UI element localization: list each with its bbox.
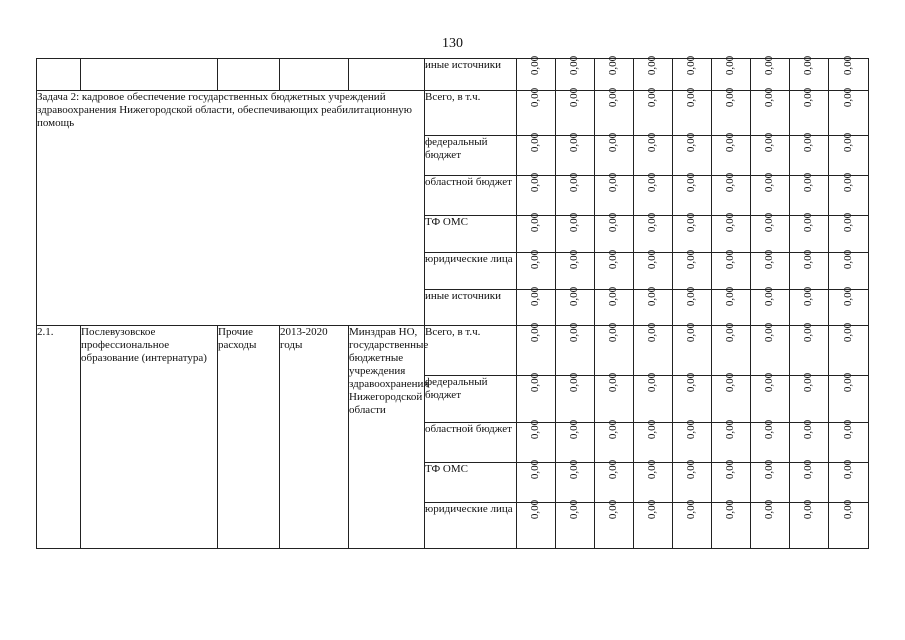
value-cell	[634, 322, 673, 376]
value-cell	[712, 459, 751, 503]
funding-source: иные источники	[425, 290, 517, 326]
value-text: 0,00	[842, 55, 854, 76]
value-text: 0,00	[724, 459, 737, 480]
value-cell	[829, 459, 869, 503]
value-text: 0,00	[607, 87, 620, 108]
value-text: 0,00	[607, 55, 620, 76]
value-text: 0,00	[685, 286, 698, 307]
value-text: 0,00	[724, 419, 737, 440]
value-text: 0,00	[842, 132, 854, 153]
value-text: 0,00	[763, 55, 776, 76]
value-text: 0,00	[646, 172, 659, 193]
value-cell	[595, 286, 634, 326]
value-text: 0,00	[568, 419, 581, 440]
value-cell	[712, 172, 751, 216]
value-cell	[790, 499, 829, 549]
value-text: 0,00	[724, 212, 737, 233]
value-text: 0,00	[568, 459, 581, 480]
task-2-description: Задача 2: кадровое обеспечение государственных бюджетных учреждений здравоохранения Нижегородской области, обеспечивающих реабилитационную помощь	[37, 91, 425, 326]
value-text: 0,00	[802, 286, 815, 307]
value-cell	[751, 322, 790, 376]
funding-source: Всего, в т.ч.	[425, 326, 517, 376]
value-text: 0,00	[607, 419, 620, 440]
value-text: 0,00	[763, 132, 776, 153]
value-text: 0,00	[763, 322, 776, 343]
value-cell	[829, 55, 869, 91]
funding-source: областной бюджет	[425, 176, 517, 216]
value-text: 0,00	[685, 87, 698, 108]
value-cell	[517, 372, 556, 423]
value-cell	[673, 322, 712, 376]
value-text: 0,00	[685, 459, 698, 480]
value-text: 0,00	[724, 249, 737, 270]
value-text: 0,00	[802, 132, 815, 153]
funding-source: иные источники	[425, 59, 517, 91]
value-cell	[790, 459, 829, 503]
expense-type: Прочие расходы	[218, 326, 280, 549]
value-text: 0,00	[529, 212, 542, 233]
value-text: 0,00	[646, 55, 659, 76]
value-text: 0,00	[724, 372, 737, 393]
value-text: 0,00	[685, 55, 698, 76]
value-text: 0,00	[802, 87, 815, 108]
value-cell	[751, 419, 790, 463]
value-text: 0,00	[842, 249, 854, 270]
value-cell	[751, 132, 790, 176]
value-text: 0,00	[724, 172, 737, 193]
value-cell	[556, 459, 595, 503]
value-text: 0,00	[568, 286, 581, 307]
table-row	[37, 326, 869, 376]
value-cell	[712, 499, 751, 549]
value-cell	[517, 87, 556, 136]
value-cell	[595, 459, 634, 503]
value-text: 0,00	[646, 212, 659, 233]
value-text: 0,00	[763, 87, 776, 108]
value-text: 0,00	[529, 55, 542, 76]
value-cell	[751, 249, 790, 290]
value-text: 0,00	[763, 286, 776, 307]
value-text: 0,00	[763, 372, 776, 393]
value-text: 0,00	[724, 499, 737, 520]
value-cell	[595, 322, 634, 376]
funding-source: юридические лица	[425, 253, 517, 290]
value-text: 0,00	[802, 249, 815, 270]
value-cell	[634, 249, 673, 290]
value-cell	[790, 249, 829, 290]
funding-source: Всего, в т.ч.	[425, 91, 517, 136]
value-text: 0,00	[607, 212, 620, 233]
value-text: 0,00	[607, 172, 620, 193]
value-text: 0,00	[685, 212, 698, 233]
funding-source: федеральный бюджет	[425, 136, 517, 176]
value-text: 0,00	[724, 322, 737, 343]
value-cell	[595, 372, 634, 423]
value-cell	[634, 286, 673, 326]
value-cell	[829, 499, 869, 549]
value-cell	[751, 55, 790, 91]
value-cell	[712, 419, 751, 463]
value-text: 0,00	[646, 419, 659, 440]
value-text: 0,00	[646, 499, 659, 520]
value-cell	[517, 249, 556, 290]
value-text: 0,00	[607, 132, 620, 153]
value-cell	[829, 419, 869, 463]
value-text: 0,00	[607, 322, 620, 343]
value-text: 0,00	[568, 322, 581, 343]
value-text: 0,00	[842, 286, 854, 307]
value-text: 0,00	[529, 132, 542, 153]
empty-cell	[280, 59, 349, 91]
value-text: 0,00	[802, 172, 815, 193]
value-cell	[634, 172, 673, 216]
value-cell	[790, 172, 829, 216]
value-text: 0,00	[763, 212, 776, 233]
value-cell	[517, 55, 556, 91]
value-cell	[712, 249, 751, 290]
value-cell	[829, 372, 869, 423]
value-cell	[517, 132, 556, 176]
value-text: 0,00	[842, 87, 854, 108]
value-text: 0,00	[646, 286, 659, 307]
funding-source: ТФ ОМС	[425, 216, 517, 253]
value-cell	[712, 132, 751, 176]
empty-cell	[37, 59, 81, 91]
value-cell	[673, 499, 712, 549]
value-cell	[829, 132, 869, 176]
value-cell	[634, 132, 673, 176]
value-text: 0,00	[802, 372, 815, 393]
value-cell	[712, 286, 751, 326]
value-cell	[712, 87, 751, 136]
value-cell	[634, 212, 673, 253]
value-cell	[595, 249, 634, 290]
value-cell	[595, 419, 634, 463]
value-text: 0,00	[529, 372, 542, 393]
value-text: 0,00	[646, 249, 659, 270]
value-text: 0,00	[802, 459, 815, 480]
item-number: 2.1.	[37, 326, 81, 549]
value-cell	[556, 419, 595, 463]
item-executor: Минздрав НО, государственные бюджетные учреждения здравоохранения Нижегородской области	[349, 326, 425, 549]
funding-source: областной бюджет	[425, 423, 517, 463]
value-text: 0,00	[802, 55, 815, 76]
value-text: 0,00	[646, 87, 659, 108]
funding-source: ТФ ОМС	[425, 463, 517, 503]
value-text: 0,00	[529, 172, 542, 193]
value-text: 0,00	[842, 372, 854, 393]
value-text: 0,00	[529, 419, 542, 440]
value-text: 0,00	[842, 459, 854, 480]
value-cell	[556, 249, 595, 290]
value-text: 0,00	[724, 286, 737, 307]
value-text: 0,00	[529, 87, 542, 108]
item-name: Послевузовское профессиональное образование (интернатура)	[81, 326, 218, 549]
value-text: 0,00	[646, 322, 659, 343]
value-cell	[634, 372, 673, 423]
value-text: 0,00	[802, 419, 815, 440]
value-cell	[595, 499, 634, 549]
value-cell	[595, 132, 634, 176]
value-text: 0,00	[529, 499, 542, 520]
value-cell	[556, 132, 595, 176]
value-text: 0,00	[842, 322, 854, 343]
value-text: 0,00	[685, 249, 698, 270]
value-text: 0,00	[685, 322, 698, 343]
value-text: 0,00	[646, 372, 659, 393]
value-cell	[829, 249, 869, 290]
value-text: 0,00	[685, 132, 698, 153]
value-text: 0,00	[568, 212, 581, 233]
funding-source: федеральный бюджет	[425, 376, 517, 423]
value-text: 0,00	[568, 499, 581, 520]
value-cell	[712, 55, 751, 91]
funding-source: юридические лица	[425, 503, 517, 549]
value-cell	[517, 172, 556, 216]
value-cell	[673, 419, 712, 463]
value-text: 0,00	[646, 459, 659, 480]
value-text: 0,00	[529, 249, 542, 270]
value-text: 0,00	[529, 459, 542, 480]
value-cell	[556, 499, 595, 549]
page-number: 130	[442, 36, 463, 51]
value-cell	[790, 322, 829, 376]
value-text: 0,00	[724, 87, 737, 108]
value-text: 0,00	[724, 55, 737, 76]
value-text: 0,00	[607, 459, 620, 480]
value-cell	[790, 419, 829, 463]
value-text: 0,00	[842, 172, 854, 193]
table-row	[37, 59, 869, 91]
value-cell	[712, 372, 751, 423]
value-cell	[556, 55, 595, 91]
value-cell	[790, 132, 829, 176]
value-cell	[829, 87, 869, 136]
value-text: 0,00	[842, 212, 854, 233]
value-text: 0,00	[842, 499, 854, 520]
table-row	[37, 91, 869, 136]
value-cell	[673, 459, 712, 503]
value-cell	[634, 419, 673, 463]
value-text: 0,00	[568, 372, 581, 393]
value-cell	[595, 87, 634, 136]
value-text: 0,00	[568, 249, 581, 270]
empty-cell	[349, 59, 425, 91]
value-text: 0,00	[568, 55, 581, 76]
value-text: 0,00	[646, 132, 659, 153]
value-cell	[673, 286, 712, 326]
value-cell	[595, 55, 634, 91]
value-text: 0,00	[802, 322, 815, 343]
value-cell	[829, 322, 869, 376]
value-cell	[712, 212, 751, 253]
value-cell	[556, 172, 595, 216]
value-cell	[595, 172, 634, 216]
value-text: 0,00	[685, 419, 698, 440]
value-text: 0,00	[607, 249, 620, 270]
value-cell	[634, 499, 673, 549]
value-cell	[829, 286, 869, 326]
value-cell	[673, 172, 712, 216]
value-cell	[829, 172, 869, 216]
value-cell	[751, 172, 790, 216]
value-cell	[634, 459, 673, 503]
value-cell	[556, 87, 595, 136]
value-cell	[517, 459, 556, 503]
value-cell	[751, 212, 790, 253]
value-cell	[712, 322, 751, 376]
value-text: 0,00	[763, 499, 776, 520]
value-cell	[790, 55, 829, 91]
value-text: 0,00	[802, 212, 815, 233]
value-cell	[556, 212, 595, 253]
value-text: 0,00	[607, 372, 620, 393]
value-cell	[790, 87, 829, 136]
value-text: 0,00	[607, 499, 620, 520]
value-text: 0,00	[529, 286, 542, 307]
value-cell	[556, 372, 595, 423]
value-cell	[517, 419, 556, 463]
value-cell	[517, 499, 556, 549]
value-text: 0,00	[568, 132, 581, 153]
value-text: 0,00	[724, 132, 737, 153]
budget-table	[36, 55, 869, 549]
value-text: 0,00	[685, 499, 698, 520]
value-text: 0,00	[685, 372, 698, 393]
empty-cell	[81, 59, 218, 91]
value-cell	[673, 372, 712, 423]
value-cell	[595, 212, 634, 253]
value-text: 0,00	[842, 419, 854, 440]
value-cell	[556, 286, 595, 326]
value-cell	[517, 322, 556, 376]
value-cell	[556, 322, 595, 376]
value-text: 0,00	[763, 419, 776, 440]
value-cell	[829, 212, 869, 253]
value-cell	[790, 212, 829, 253]
value-cell	[673, 87, 712, 136]
value-text: 0,00	[685, 172, 698, 193]
value-cell	[517, 212, 556, 253]
value-cell	[673, 55, 712, 91]
value-cell	[751, 87, 790, 136]
value-cell	[790, 372, 829, 423]
value-text: 0,00	[529, 322, 542, 343]
value-text: 0,00	[763, 172, 776, 193]
value-text: 0,00	[568, 172, 581, 193]
value-text: 0,00	[568, 87, 581, 108]
value-cell	[517, 286, 556, 326]
value-cell	[751, 459, 790, 503]
value-cell	[751, 499, 790, 549]
item-period: 2013-2020 годы	[280, 326, 349, 549]
value-cell	[634, 55, 673, 91]
value-cell	[751, 286, 790, 326]
value-cell	[673, 212, 712, 253]
value-text: 0,00	[802, 499, 815, 520]
value-text: 0,00	[607, 286, 620, 307]
value-cell	[673, 249, 712, 290]
empty-cell	[218, 59, 280, 91]
value-text: 0,00	[763, 249, 776, 270]
value-text: 0,00	[763, 459, 776, 480]
value-cell	[673, 132, 712, 176]
value-cell	[634, 87, 673, 136]
value-cell	[790, 286, 829, 326]
value-cell	[751, 372, 790, 423]
